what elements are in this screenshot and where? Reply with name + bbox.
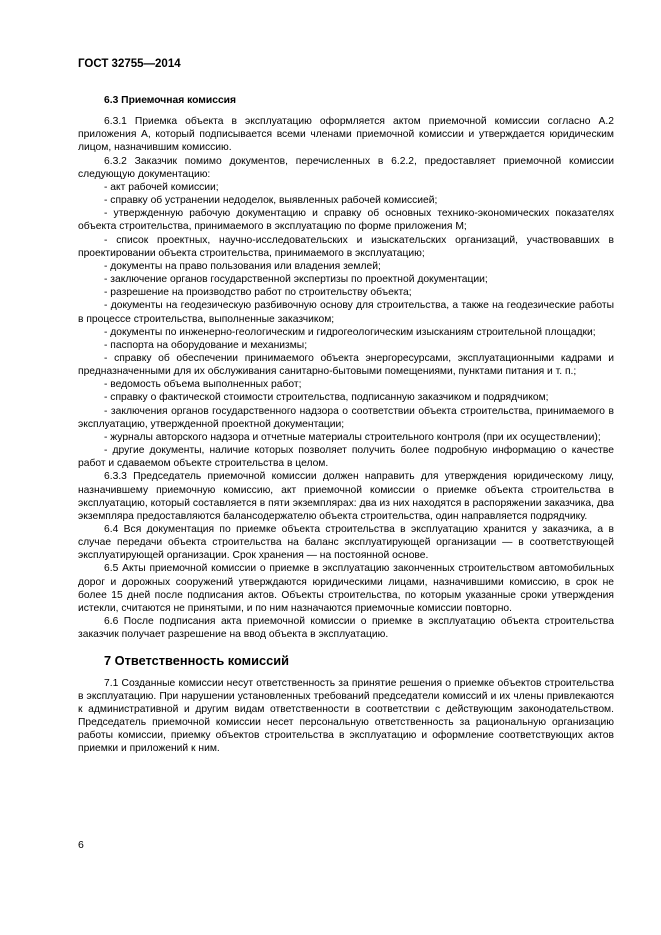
section-heading-7: 7 Ответственность комиссий (104, 653, 289, 669)
paragraph: - документы по инженерно-геологическим и гидрогеологическим изысканиям строительной площадки; (104, 326, 596, 338)
document-body (78, 94, 614, 756)
paragraph: - список проектных, научно-исследовательских и изыскательских организаций, участвовавших в проектировании объекта строительства, принимаемого в эксплуатацию; (78, 234, 614, 259)
paragraph: - документы на право пользования или владения землей; (104, 260, 381, 272)
paragraph: 6.5 Акты приемочной комиссии о приемке в эксплуатацию законченных строительством автомобильных дорог и дорожных сооружений утверждаются юридическими лицами, назначившими комиссию, в срок не более 15 дней после подписания актов. Объекты строительства, по которым указанные сроки утверждения истекли, считаются не принятыми, и по ним назначаются приемочные комиссии повторно. (78, 563, 614, 614)
paragraph: - справку об обеспечении принимаемого объекта энергоресурсами, эксплуатационными кадрами и предназначенными для их обслуживания санитарно-бытовыми помещениями, пунктами питания и т. п.; (78, 352, 614, 378)
paragraph: 6.3.3 Председатель приемочной комиссии должен направить для утверждения юридическому лицу, назначившему приемочную комиссию, акт приемочной комиссии о приемке объекта строительства в эксплуатацию, который составляется в пяти экземплярах: два из них находятся в распоряжении заказчика, два экземпляра предоставляются балансодержателю объекта строительства, один направляется подрядчику. (78, 471, 614, 522)
paragraph: 6.3.1 Приемка объекта в эксплуатацию оформляется актом приемочной комиссии согласно А.2 приложения А, который подписывается всеми членами приемочной комиссии и утверждается юридическим лицом, назначившим комиссию. (78, 116, 614, 154)
paragraph: - заключение органов государственной экспертизы по проектной документации; (104, 274, 488, 286)
paragraph: - другие документы, наличие которых позволяет получить более подробную информацию о качестве работ и сдаваемом объекте строительства в целом. (78, 445, 614, 470)
paragraph: - паспорта на оборудование и механизмы; (104, 339, 308, 351)
paragraph: - документы на геодезическую разбивочную основу для строительства, а также на геодезические работы в процессе строительства, выполненные заказчиком; (78, 300, 614, 325)
paragraph: 7.1 Созданные комиссии несут ответственность за принятие решения о приемке объектов строительства в эксплуатацию. При нарушении установленных требований председатели комиссий и их члены привлекаются к административной и другим видам ответственности в соответствии с действующим законодательством. Председатель приемочной комиссии несет персональную ответственность за рациональную организацию работы комиссии, приемку объектов строительства в эксплуатацию и оформление соответствующих актов приемки и приложений к ним. (78, 677, 614, 755)
paragraph: - акт рабочей комиссии; (104, 181, 219, 193)
section-heading-6-3: 6.3 Приемочная комиссия (104, 95, 237, 106)
paragraph: 6.3.2 Заказчик помимо документов, перечисленных в 6.2.2, предоставляет приемочной комиссии следующую документацию: (78, 155, 614, 180)
paragraph: - справку о фактической стоимости строительства, подписанную заказчиком и подрядчиком; (104, 392, 549, 404)
page-number: 6 (78, 839, 84, 851)
paragraph: 6.6 После подписания акта приемочной комиссии о приемке в эксплуатацию объекта строительства заказчик получает разрешение на ввод объекта в эксплуатацию. (78, 616, 614, 641)
paragraph: - разрешение на производство работ по строительству объекта; (104, 287, 412, 299)
section-6-3-body (78, 115, 614, 641)
document-header: ГОСТ 32755—2014 (78, 58, 181, 70)
paragraph: - справку об устранении недоделок, выявленных рабочей комиссией; (104, 195, 438, 207)
paragraph: 6.4 Вся документация по приемке объекта строительства в эксплуатацию хранится у заказчика, а в случае передачи объекта строительства на баланс эксплуатирующей организации — в соответствующей эксплуатирующей организации. Срок хранения — на постоянной основе. (78, 524, 614, 562)
section-7-body (78, 677, 614, 756)
paragraph: - утвержденную рабочую документацию и справку об основных технико-экономических показателях объекта строительства, принимаемого в эксплуатацию по форме приложения М; (78, 208, 614, 233)
paragraph: - журналы авторского надзора и отчетные материалы строительного контроля (при их осуществлении); (104, 431, 601, 443)
paragraph: - ведомость объема выполненных работ; (104, 379, 302, 391)
paragraph: - заключения органов государственного надзора о соответствии объекта строительства, принимаемого в эксплуатацию, утвержденной проектной документации; (78, 405, 614, 430)
